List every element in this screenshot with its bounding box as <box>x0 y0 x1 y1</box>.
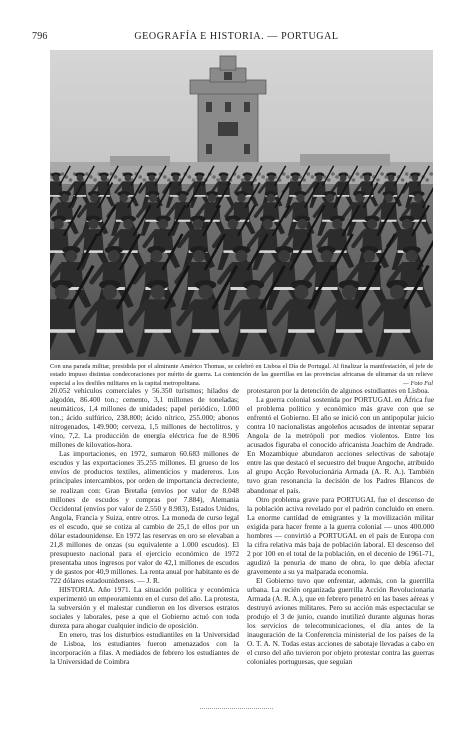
photo-caption <box>50 363 433 388</box>
running-head: GEOGRAFÍA E HISTORIA. — PORTUGAL <box>134 31 339 42</box>
article-column-right <box>247 386 434 666</box>
paragraph: HISTORIA. Año 1971. La situación política y económica experimentó un empeoramiento en el curso del año. La protesta, la subversión y el malestar cundieron en los diversos estratos sociales y laborales, pese a que el Gobierno actuó con toda dureza para ahogar cualquier indicio de oposición. <box>50 585 239 631</box>
article-column-left <box>50 386 239 666</box>
paragraph: 20.052 vehículos comerciales y 56.350 turismos; hilados de algodón, 86.400 ton.; cemento, 3,1 millones de toneladas; neumáticos, 1,4 millones de unidades; papel periódico, 1.000 ton.; ácido sulfúrico, 238.800; ácido nítrico, 255.000; abonos nitrogenados, 149.900; cerveza, 1,5 millones de hectolitros, y vino, 7,2. La producción de energía eléctrica fue de 8.906 millones de kilovatios-hora. <box>50 386 239 450</box>
paragraph: El Gobierno tuvo que enfrentar, además, con la guerrilla urbana. La recién organizada guerrilla Acción Revolucionaria Armada (A. R. A.), que en febrero penetró en las bases aéreas y destruyó aviones militares. Pero su acción más espectacular se produjo el 3 de junio, cuando inutilizó durante algunas horas los servicios de telecomunicaciones, el día antes de la inauguración de la Conferencia ministerial de los países de la O. T. A. N. Todas estas acciones de sabotaje llevadas a cabo en el curso del año tuvieron por objeto protestar contra las guerras coloniales portuguesas, que seguían <box>247 575 434 667</box>
caption-text: Con una parada militar, presidida por el almirante Américo Thomas, se celebró en Lisboa el Día de Portugal. Al finalizar la manifestación, el jefe de estado impuso distintas condecoraciones por mérito de guerra. La contención de las guerrillas en las provincias africanas de ultramar da un relieve especial a los desfiles militares en la capital metropolitana. <box>50 363 433 387</box>
military-parade-photo <box>50 50 433 360</box>
paragraph: La guerra colonial sostenida por PORTUGAL en África fue el problema político y económico más grave con que se enfrentó el Gobierno. El año se inició con un antipopular juicio contra 10 nacionalistas angoleños acusados de intentar separar Angola de la metrópoli por medios violentos. Entre los acusados figuraba el conocido africanista Joachim de Andrade. En Mozambique abundaron acciones selectivas de sabotaje entre las que destacó el secuestro del buque Angoche, atribuido al grupo Acção Revolucionária Armada (A. R. A.). También tuvo gran resonancia la decisión de los Padres Blancos de abandonar el país. <box>247 395 434 495</box>
photo-credit: — Foto Ful <box>403 379 433 387</box>
paragraph: protestaron por la detención de algunos estudiantes en Lisboa. <box>247 386 430 395</box>
paragraph: Otro problema grave para PORTUGAL fue el descenso de la población activa revelado por el padrón concluido en enero. La enorme cantidad de emigrantes y la movilización militar exigida para hacer frente a la guerra colonial — unos 400.000 hombres — convirtió a PORTUGAL en el país de Europa con la cifra relativa más baja de población laboral. El descenso del 2 por 100 en el total de la población, en el decenio de 1961-71, agudizó la penuria de mano de obra, lo que debía afectar gravemente a su ya malparada economía. <box>247 494 434 576</box>
page-number: 796 <box>32 31 48 42</box>
paragraph: Las importaciones, en 1972, sumaron 60.683 millones de escudos y las exportaciones 35.255 millones. El grueso de los envíos de productos textiles, alimenticios y madereros. Los principales intercambios, por orden de importancia decreciente, se realizan con: Gran Bretaña (envíos por valor de 8.048 millones de escudos y compras por 7.884), Alemania Occidental (envíos por valor de 2.550 y 8.983), Estados Unidos, Angola, Francia y Suiza, entre otros. La moneda de curso legal es el escudo, que se cotiza al cambio de 25,1 de ellos por un dólar estadounidense. En 1972 las reservas en oro se elevaban a 21,8 millones de onzas (su equivalente a 1.000 escudos). El presupuesto nacional para el ejercicio económico de 1972 presentaba unos ingresos por valor de 42,1 millones de escudos y de gastos por 40,9 millones. La renta anual por habitante es de 722 dólares estadounidenses. — J. R. <box>50 449 239 585</box>
footer-divider <box>200 708 273 709</box>
paragraph: En enero, tras los disturbios estudiantiles en la Universidad de Lisboa, los estudiantes fueron amenazados con la incorporación a filas. A mediados de febrero los estudiantes de la Universidad de Coimbra <box>50 630 239 667</box>
